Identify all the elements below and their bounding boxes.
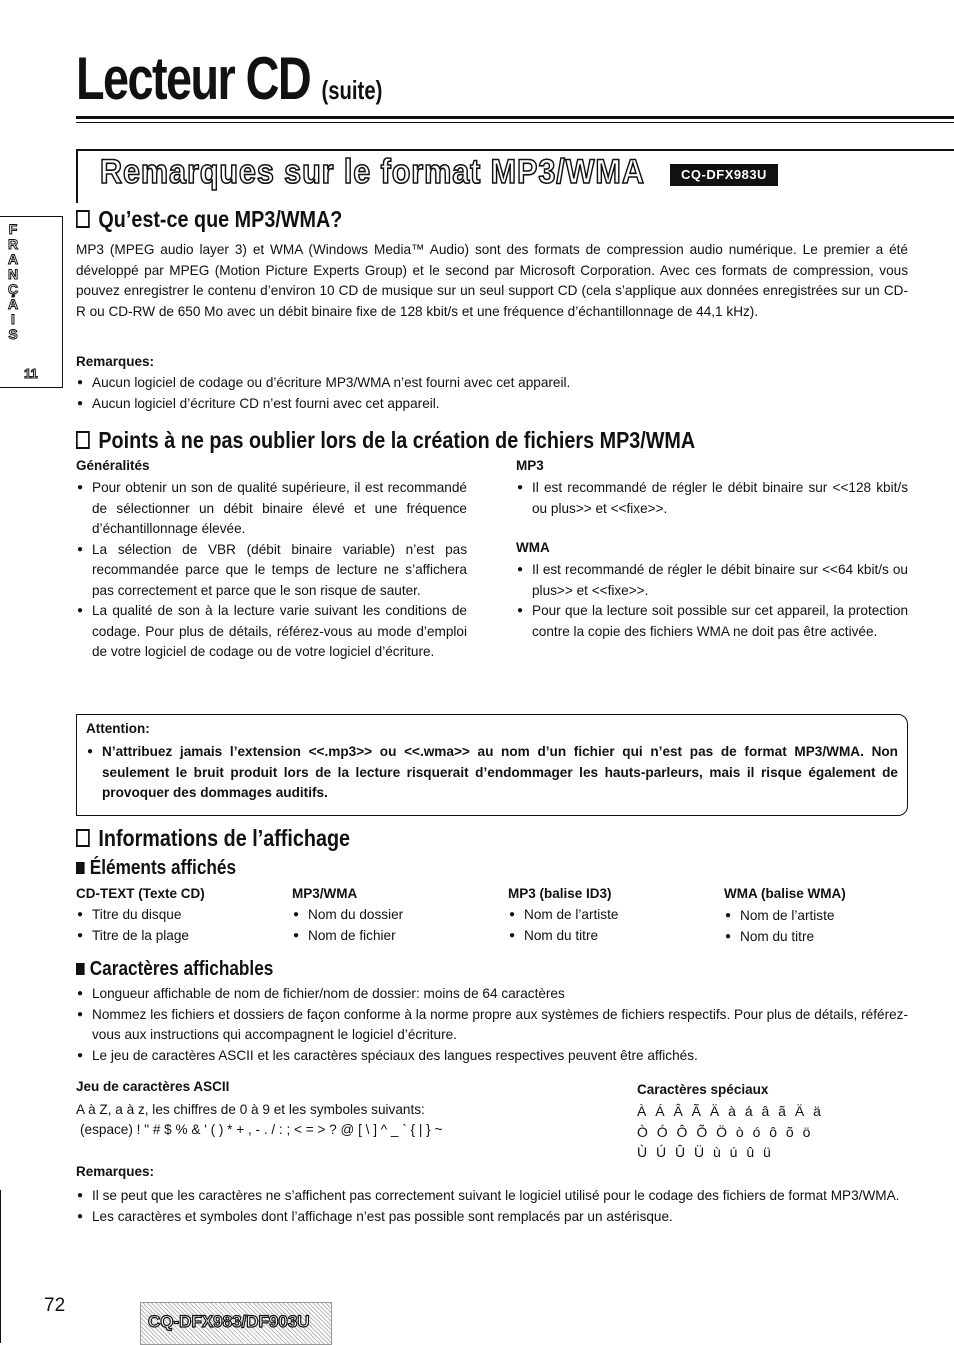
side-letter: N — [7, 266, 19, 282]
list-item: ● Nom du titre — [508, 926, 708, 947]
remarks-label-2: Remarques: — [76, 1164, 155, 1179]
section-heading-text: Points à ne pas oublier lors de la création de fichiers MP3/WMA — [98, 427, 696, 453]
attention-label: Attention: — [86, 721, 150, 736]
subheading-elements — [76, 857, 236, 880]
list-item: ● Pour obtenir un son de qualité supérieure, il est recommandé de sélectionner un débit binaire élevé et une fréquence d’échantillonnage élevée. — [76, 478, 467, 540]
list-item: ● Nom de l’artiste — [508, 905, 708, 926]
list-item: ● Titre du disque — [76, 905, 276, 926]
section-heading-affichage — [76, 825, 350, 852]
page-number: 72 — [44, 1295, 66, 1316]
checkbox-square-icon — [76, 829, 90, 847]
list-item: ● Il est recommandé de régler le débit binaire sur <<64 kbit/s ou plus>> et <<fixe>>. — [516, 560, 908, 601]
column-label-id3: MP3 (balise ID3) — [508, 886, 612, 901]
attention-list — [86, 742, 898, 804]
list-item: ● La qualité de son à la lecture varie suivant les conditions de codage. Pour plus de détails, référez-vous au mode d’emploi de votre logiciel de codage ou de votre logiciel d’écriture. — [76, 601, 467, 663]
special-chars-line-2: Ò Ó Ô Õ Ö ò ó ô õ ö — [637, 1124, 813, 1140]
list-item: ● Nom de fichier — [292, 926, 492, 947]
subheading-text: Caractères affichables — [89, 958, 274, 980]
side-letter: A — [7, 251, 19, 267]
header-rule — [76, 116, 954, 119]
model-badge: CQ-DFX983U — [670, 164, 778, 186]
checkbox-square-icon — [76, 210, 90, 228]
list-item: ● Aucun logiciel de codage ou d’écriture MP3/WMA n’est fourni avec cet appareil. — [76, 373, 908, 394]
remarks-list — [76, 373, 908, 414]
list-item: ● La sélection de VBR (débit binaire variable) n’est pas recommandée parce que le temps de lecture ne s’affichera pas correctement et parce que le son risque de sauter. — [76, 540, 467, 602]
wma-label: WMA — [516, 540, 550, 555]
intro-paragraph: MP3 (MPEG audio layer 3) et WMA (Windows Media™ Audio) sont des formats de compression audio numérique. Le premier a été développé par MPEG (Motion Picture Experts Group) et le second par Microsoft Corporation. Avec ces formats de compression, vous pouvez enregistrer le contenu d’environ 10 CD de musique sur un seul support CD (cela s’applique aux données enregistrées sur un CD-R ou CD-RW de 650 Mo avec un débit binaire fixe de 128 kbit/s et une fréquence d’échantillonnage de 44,1 kHz). — [76, 242, 908, 320]
list-item: ● Le jeu de caractères ASCII et les caractères spéciaux des langues respectives peuvent être affichés. — [76, 1046, 908, 1067]
page-title-suffix: (suite) — [321, 75, 383, 105]
column-label-cd-text: CD-TEXT (Texte CD) — [76, 886, 205, 901]
special-chars-line-1: À Á Â Ã Ä à á â ã Ä ä — [637, 1103, 824, 1119]
page-title-text: Lecteur CD — [76, 45, 311, 112]
checkbox-square-icon — [76, 431, 90, 449]
generalites-label: Généralités — [76, 458, 150, 473]
side-letter: S — [8, 326, 18, 342]
page-title — [76, 44, 382, 113]
column-label-wma-tag: WMA (balise WMA) — [724, 886, 846, 901]
ascii-line-2: (espace) ! " # $ % & ' ( ) * + , - . / : ; < = > ? @ [ \ ] ^ _ ` { | } ~ — [80, 1122, 443, 1137]
side-letter: F — [8, 221, 18, 237]
attention-text: ● N’attribuez jamais l’extension <<.mp3>> ou <<.wma>> au nom d’un fichier qui n’est pas de format MP3/WMA. Non seulement le bruit produit lors de la lecture risquerait d’endommager les hauts-parleurs, mais il risque également de provoquer des dommages auditifs. — [86, 742, 898, 804]
column-list-wma-tag — [724, 906, 924, 947]
list-item: ● Aucun logiciel d’écriture CD n’est fourni avec cet appareil. — [76, 394, 908, 415]
banner-title: Remarques sur le format MP3/WMA — [100, 153, 645, 191]
list-item: ● Pour que la lecture soit possible sur cet appareil, la protection contre la copie des fichiers WMA ne doit pas être activée. — [516, 601, 908, 642]
language-side-tab-letters — [6, 222, 20, 342]
generalites-list — [76, 478, 467, 663]
section-heading-mp3-wma — [76, 206, 342, 233]
remarks-list-2 — [76, 1186, 908, 1227]
list-item: ● Nom de l’artiste — [724, 906, 924, 927]
column-list-cd-text — [76, 905, 276, 946]
section-heading-points — [76, 427, 695, 454]
side-letter: A — [7, 296, 19, 312]
square-bullet-icon — [76, 963, 85, 975]
remarks-label: Remarques: — [76, 354, 155, 369]
list-item: ● Nom du dossier — [292, 905, 492, 926]
list-item: ● Nom du titre — [724, 927, 924, 948]
header-rule-thin — [76, 122, 954, 123]
wma-list — [516, 560, 908, 642]
side-letter: R — [7, 236, 19, 252]
mp3-list — [516, 478, 908, 519]
side-tab-number: 11 — [24, 366, 38, 381]
column-label-mp3-wma: MP3/WMA — [292, 886, 358, 901]
page-edge-line — [0, 1190, 1, 1343]
list-item: ● Longueur affichable de nom de fichier/nom de dossier: moins de 64 caractères — [76, 984, 908, 1005]
list-item: ● Nommez les fichiers et dossiers de façon conforme à la norme propre aux systèmes de fichiers respectifs. Pour plus de détails, référez-vous aux instructions qui accompagnent le logiciel d’écriture. — [76, 1005, 908, 1046]
subheading-text: Éléments affichés — [89, 857, 237, 879]
list-item: ● Il est recommandé de régler le débit binaire sur <<128 kbit/s ou plus>> et <<fixe>>. — [516, 478, 908, 519]
footer-model-text: CQ-DFX983/DF903U — [148, 1312, 310, 1331]
column-list-mp3-wma — [292, 905, 492, 946]
side-letter: Ç — [7, 281, 19, 297]
ascii-label: Jeu de caractères ASCII — [76, 1079, 230, 1094]
list-item: ● Il se peut que les caractères ne s’affichent pas correctement suivant le logiciel utilisé pour le codage des fichiers de format MP3/WMA. — [76, 1186, 908, 1207]
list-item: ● Titre de la plage — [76, 926, 276, 947]
special-chars-label: Caractères spéciaux — [637, 1082, 769, 1097]
subheading-caracteres — [76, 958, 273, 981]
column-list-id3 — [508, 905, 708, 946]
square-bullet-icon — [76, 862, 85, 874]
mp3-label: MP3 — [516, 458, 544, 473]
list-item: ● Les caractères et symboles dont l’affichage n’est pas possible sont remplacés par un astérisque. — [76, 1207, 908, 1228]
characters-list — [76, 984, 908, 1066]
section-heading-text: Informations de l’affichage — [98, 825, 351, 851]
section-heading-text: Qu’est-ce que MP3/WMA? — [98, 206, 343, 232]
ascii-line-1: A à Z, a à z, les chiffres de 0 à 9 et les symboles suivants: — [76, 1102, 425, 1117]
special-chars-line-3: Ù Ú Û Ü ù ú û ü — [637, 1144, 774, 1160]
side-letter: I — [11, 311, 15, 327]
